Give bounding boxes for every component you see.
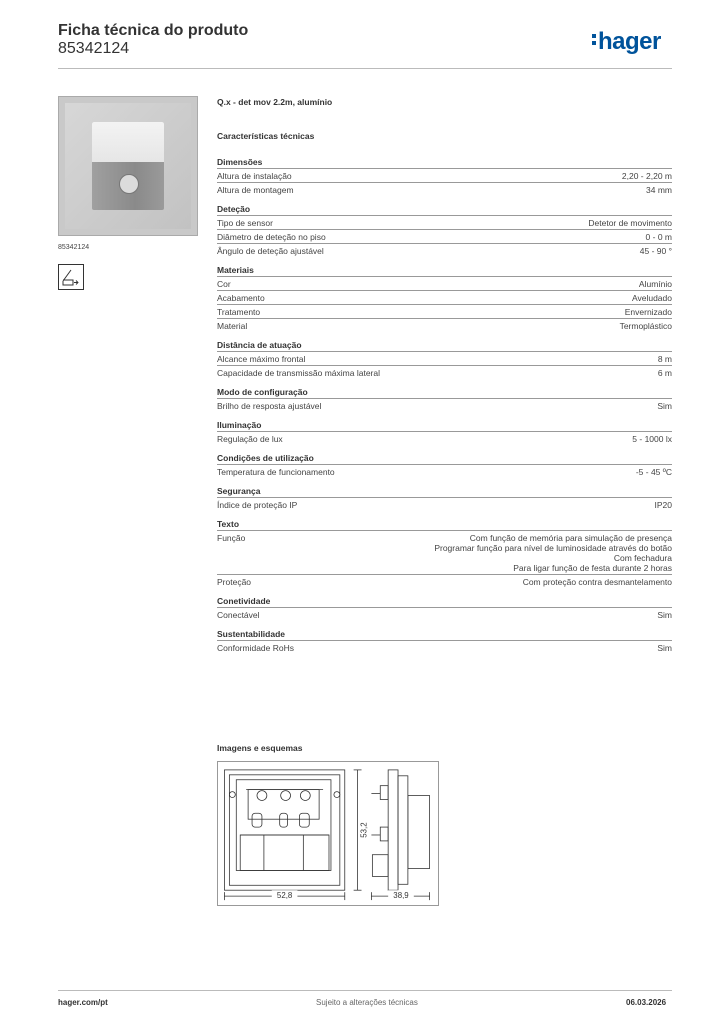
spec-value-line: 5 - 1000 lx bbox=[632, 434, 672, 444]
dim-width-label: 52,8 bbox=[276, 891, 293, 901]
spec-label: Regulação de lux bbox=[217, 434, 283, 444]
spec-value-line: -5 - 45 ºC bbox=[635, 467, 672, 477]
spec-label: Acabamento bbox=[217, 293, 265, 303]
spec-value-line: 0 - 0 m bbox=[645, 232, 672, 242]
spec-section bbox=[217, 386, 672, 412]
spec-value-line: Alumínio bbox=[638, 279, 672, 289]
spec-value bbox=[632, 434, 672, 444]
technical-drawing bbox=[217, 761, 439, 906]
spec-value-line: Para ligar função de festa durante 2 horas bbox=[513, 563, 672, 573]
spec-section bbox=[217, 339, 672, 379]
spec-value bbox=[657, 610, 672, 620]
surface-mount-icon bbox=[58, 264, 84, 290]
spec-value bbox=[646, 185, 672, 195]
spec-section-title: Iluminação bbox=[217, 420, 262, 430]
spec-value-line: IP20 bbox=[654, 500, 672, 510]
sensor-lens bbox=[119, 174, 139, 194]
spec-row bbox=[217, 431, 672, 445]
spec-row bbox=[217, 318, 672, 332]
dim-height-label: 53,2 bbox=[359, 822, 369, 838]
spec-section bbox=[217, 419, 672, 445]
spec-section bbox=[217, 518, 672, 588]
spec-row bbox=[217, 351, 672, 365]
spec-label: Tipo de sensor bbox=[217, 218, 273, 228]
spec-label: Diâmetro de deteção no piso bbox=[217, 232, 326, 242]
spec-row bbox=[217, 168, 672, 182]
spec-value bbox=[658, 354, 672, 364]
spec-row bbox=[217, 290, 672, 304]
spec-row bbox=[217, 464, 672, 478]
spec-label: Altura de instalação bbox=[217, 171, 292, 181]
product-name: Q.x - det mov 2.2m, alumínio bbox=[217, 97, 333, 107]
spec-value bbox=[620, 321, 672, 331]
header-divider bbox=[58, 68, 672, 69]
spec-section-title: Dimensões bbox=[217, 157, 263, 167]
spec-value bbox=[639, 279, 672, 289]
spec-row bbox=[217, 574, 672, 588]
spec-label: Cor bbox=[217, 279, 231, 289]
spec-row bbox=[217, 365, 672, 379]
product-photo bbox=[58, 96, 198, 236]
spec-label: Conectável bbox=[217, 610, 260, 620]
spec-section bbox=[217, 156, 672, 196]
spec-value bbox=[655, 500, 673, 510]
spec-section bbox=[217, 485, 672, 511]
dim-depth-label: 38,9 bbox=[393, 891, 409, 901]
spec-section-title: Materiais bbox=[217, 265, 254, 275]
spec-section bbox=[217, 628, 672, 654]
spec-section-title: Conetividade bbox=[217, 596, 271, 606]
tech-heading: Características técnicas bbox=[217, 131, 315, 141]
spec-label: Conformidade RoHs bbox=[217, 643, 295, 653]
spec-value-line: Sim bbox=[657, 401, 672, 411]
spec-value-line: 2,20 - 2,20 m bbox=[621, 171, 672, 181]
spec-section-title: Condições de utilização bbox=[217, 453, 314, 463]
spec-value bbox=[622, 171, 672, 181]
spec-value-line: 45 - 90 ° bbox=[639, 246, 672, 256]
spec-value bbox=[588, 218, 672, 228]
spec-value-line: Detetor de movimento bbox=[588, 218, 672, 228]
spec-section bbox=[217, 203, 672, 257]
spec-section-title: Sustentabilidade bbox=[217, 629, 286, 639]
hager-logo bbox=[592, 28, 661, 56]
spec-value-line: 8 m bbox=[657, 354, 672, 364]
spec-label: Material bbox=[217, 321, 248, 331]
spec-value-line: Com função de memória para simulação de presença bbox=[469, 533, 672, 543]
spec-section bbox=[217, 264, 672, 332]
spec-value-line: 6 m bbox=[657, 368, 672, 378]
footer-website: hager.com/pt bbox=[58, 998, 108, 1007]
spec-row bbox=[217, 497, 672, 511]
spec-label: Índice de proteção IP bbox=[217, 500, 298, 510]
spec-value-line: Envernizado bbox=[624, 307, 672, 317]
spec-value-line: Sim bbox=[657, 610, 672, 620]
spec-label: Temperatura de funcionamento bbox=[217, 467, 335, 477]
spec-value-line: Sim bbox=[657, 643, 672, 653]
logo-text: hager bbox=[598, 28, 661, 55]
spec-section bbox=[217, 452, 672, 478]
spec-value-line: Termoplástico bbox=[619, 321, 672, 331]
spec-label: Proteção bbox=[217, 577, 252, 587]
photo-caption: 85342124 bbox=[58, 244, 90, 251]
spec-value bbox=[640, 246, 672, 256]
spec-row bbox=[217, 243, 672, 257]
spec-value bbox=[657, 643, 672, 653]
spec-label: Ângulo de deteção ajustável bbox=[217, 246, 324, 256]
footer-date: 06.03.2026 bbox=[626, 998, 667, 1007]
spec-row bbox=[217, 530, 672, 574]
spec-section-title: Modo de configuração bbox=[217, 387, 308, 397]
logo-dots-icon bbox=[592, 28, 597, 45]
spec-value bbox=[434, 533, 672, 573]
spec-value bbox=[658, 368, 672, 378]
spec-section-title: Segurança bbox=[217, 486, 261, 496]
spec-value-line: 34 mm bbox=[646, 185, 672, 195]
spec-label: Altura de montagem bbox=[217, 185, 294, 195]
footer-divider bbox=[58, 990, 672, 991]
spec-row bbox=[217, 398, 672, 412]
spec-value-line: Programar função para nível de luminosidade através do botão bbox=[434, 543, 672, 553]
images-heading: Imagens e esquemas bbox=[217, 743, 303, 753]
spec-section bbox=[217, 595, 672, 621]
spec-label: Função bbox=[217, 533, 246, 543]
spec-row bbox=[217, 304, 672, 318]
spec-label: Capacidade de transmissão máxima lateral bbox=[217, 368, 380, 378]
spec-row bbox=[217, 215, 672, 229]
spec-row bbox=[217, 640, 672, 654]
spec-section-title: Texto bbox=[217, 519, 240, 529]
spec-value bbox=[625, 307, 672, 317]
spec-section-title: Deteção bbox=[217, 204, 251, 214]
spec-row bbox=[217, 229, 672, 243]
spec-section-title: Distância de atuação bbox=[217, 340, 302, 350]
spec-value bbox=[632, 293, 672, 303]
footer-notice: Sujeito a alterações técnicas bbox=[316, 998, 418, 1007]
spec-label: Tratamento bbox=[217, 307, 261, 317]
product-code: 85342124 bbox=[58, 40, 130, 57]
spec-label: Alcance máximo frontal bbox=[217, 354, 306, 364]
spec-value bbox=[523, 577, 672, 587]
spec-value bbox=[657, 401, 672, 411]
page-title: Ficha técnica do produto bbox=[58, 22, 249, 39]
spec-label: Brilho de resposta ajustável bbox=[217, 401, 322, 411]
spec-value-line: Com fechadura bbox=[613, 553, 672, 563]
spec-value-line: Aveludado bbox=[631, 293, 672, 303]
spec-row bbox=[217, 607, 672, 621]
spec-table bbox=[217, 156, 672, 661]
spec-row bbox=[217, 276, 672, 290]
spec-value bbox=[646, 232, 672, 242]
spec-value bbox=[636, 467, 672, 477]
spec-value-line: Com proteção contra desmantelamento bbox=[522, 577, 672, 587]
spec-row bbox=[217, 182, 672, 196]
